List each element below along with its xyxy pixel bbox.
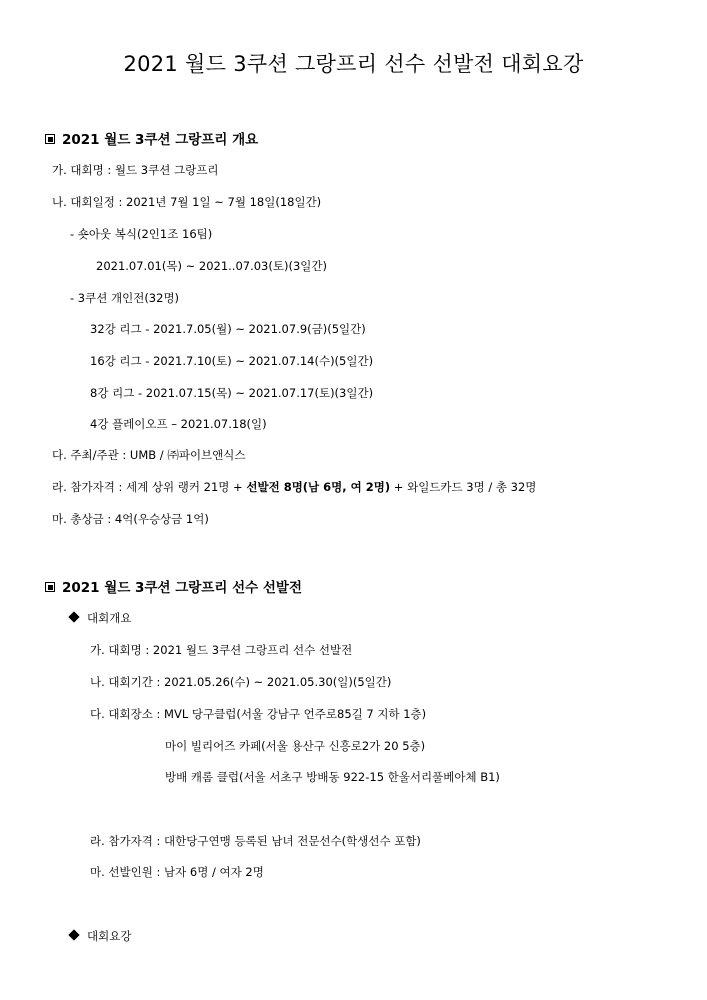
guidelines-label-text: 대회요강 [87, 929, 132, 943]
square-bullet-icon [45, 582, 55, 592]
qualifier-name: 가. 대회명 : 2021 월드 3쿠션 그랑프리 선수 선발전 [90, 643, 353, 657]
qualifier-venue-2: 마이 빌리어즈 카페(서울 용산구 신흥로2가 20 5층) [165, 739, 426, 753]
qualifier-eligibility: 라. 참가자격 : 대한당구연맹 등록된 남녀 전문선수(학생선수 포함) [90, 834, 421, 848]
diamond-bullet-icon [68, 611, 79, 622]
event-qualification [52, 479, 536, 495]
qualification-bold: 선발전 8명(남 6명, 여 2명) [246, 480, 391, 494]
overview-label [70, 610, 131, 626]
qualifier-period: 나. 대회기간 : 2021.05.26(수) ~ 2021.05.30(일)(5일간) [90, 675, 392, 689]
section-heading-text: 2021 월드 3쿠션 그랑프리 개요 [62, 132, 259, 148]
square-bullet-icon [45, 134, 55, 144]
doubles-dates: 2021.07.01(목) ~ 2021..07.03(토)(3일간) [96, 259, 327, 273]
event-host: 다. 주최/주관 : UMB / ㈜파이브앤식스 [52, 448, 246, 462]
individual-label: - 3쿠션 개인전(32명) [70, 291, 180, 305]
diamond-bullet-icon [68, 929, 79, 940]
qualification-pre: 라. 참가자격 : 세계 상위 랭커 21명 + [52, 480, 247, 494]
qualification-post: + 와일드카드 3명 / 총 32명 [390, 480, 537, 494]
event-prize: 마. 총상금 : 4억(우승상금 1억) [52, 512, 209, 526]
round-8: 8강 리그 - 2021.07.15(목) ~ 2021.07.17(토)(3일간) [90, 386, 374, 400]
round-16: 16강 리그 - 2021.7.10(토) ~ 2021.07.14(수)(5일간) [90, 354, 374, 368]
round-32: 32강 리그 - 2021.7.05(월) ~ 2021.07.9(금)(5일간) [90, 322, 366, 336]
qualifier-venue-3: 방배 캐롬 클럽(서울 서초구 방배동 922-15 한울서리풀베아체 B1) [165, 770, 500, 784]
qualifier-selection: 마. 선발인원 : 남자 6명 / 여자 2명 [90, 865, 264, 879]
doubles-label: - 숏아웃 복식(2인1조 16팀) [70, 227, 213, 241]
section-heading-text: 2021 월드 3쿠션 그랑프리 선수 선발전 [62, 580, 302, 596]
round-4: 4강 플레이오프 – 2021.07.18(일) [90, 417, 267, 431]
section-heading-overview [45, 128, 258, 148]
overview-label-text: 대회개요 [87, 611, 132, 625]
qualifier-venue-1: 다. 대회장소 : MVL 당구클럽(서울 강남구 언주로85길 7 지하 1층) [90, 707, 427, 721]
document-title: 2021 월드 3쿠션 그랑프리 선수 선발전 대회요강 [123, 52, 584, 76]
event-schedule: 나. 대회일정 : 2021년 7월 1일 ~ 7월 18일(18일간) [52, 195, 322, 209]
section-heading-qualifier [45, 576, 302, 596]
guidelines-label [70, 928, 131, 944]
event-name: 가. 대회명 : 월드 3쿠션 그랑프리 [52, 163, 219, 177]
